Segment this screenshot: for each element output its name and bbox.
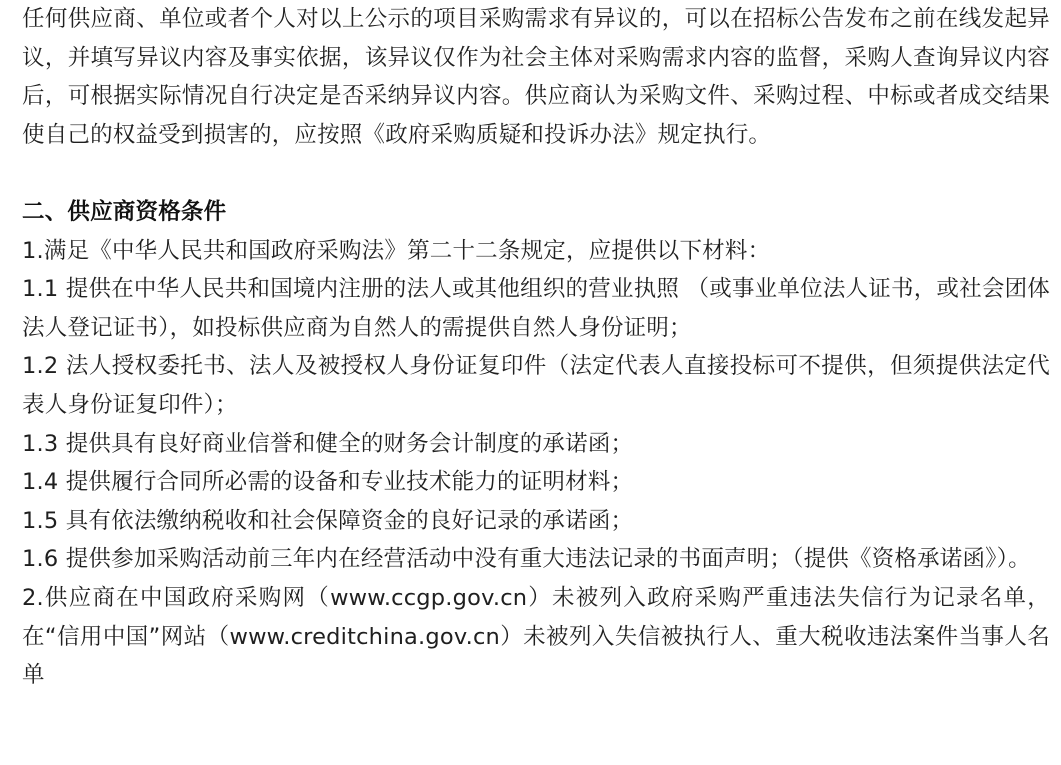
- requirement-item-1: 1.满足《中华人民共和国政府采购法》第二十二条规定，应提供以下材料：: [22, 237, 771, 264]
- requirement-item-1-1: 1.1 提供在中华人民共和国境内注册的法人或其他组织的营业执照 （或事业单位法人证书，或社会团体法人登记证书），如投标供应商为自然人的需提供自然人身份证明；: [22, 276, 1050, 341]
- requirement-item-2: 2.供应商在中国政府采购网（www.ccgp.gov.cn）未被列入政府采购严重违法失信行为记录名单，在“信用中国”网站（www.creditchina.gov.cn）未被列入失信被执行人、重大税收违法案件当事人名单: [22, 584, 1050, 689]
- requirement-item-1-4: 1.4 提供履行合同所必需的设备和专业技术能力的证明材料；: [22, 469, 634, 496]
- intro-paragraph: 任何供应商、单位或者个人对以上公示的项目采购需求有异议的，可以在招标公告发布之前在线发起异议，并填写异议内容及事实依据，该异议仅作为社会主体对采购需求内容的监督，采购人查询异议内容后，可根据实际情况自行决定是否采纳异议内容。供应商认为采购文件、采购过程、中标或者成交结果使自己的权益受到损害的，应按照《政府采购质疑和投诉办法》规定执行。: [22, 6, 1050, 148]
- section-heading: 二、供应商资格条件: [22, 198, 227, 225]
- document-body: [22, 0, 1050, 695]
- requirement-item-1-5: 1.5 具有依法缴纳税收和社会保障资金的良好记录的承诺函；: [22, 507, 634, 534]
- requirement-item-1-6: 1.6 提供参加采购活动前三年内在经营活动中没有重大违法记录的书面声明；（提供《资格承诺函》）。: [22, 546, 1031, 573]
- requirement-item-1-2: 1.2 法人授权委托书、法人及被授权人身份证复印件（法定代表人直接投标可不提供，但须提供法定代表人身份证复印件）；: [22, 353, 1050, 418]
- requirement-item-1-3: 1.3 提供具有良好商业信誉和健全的财务会计制度的承诺函；: [22, 430, 634, 457]
- paragraph-spacer: [22, 154, 1050, 193]
